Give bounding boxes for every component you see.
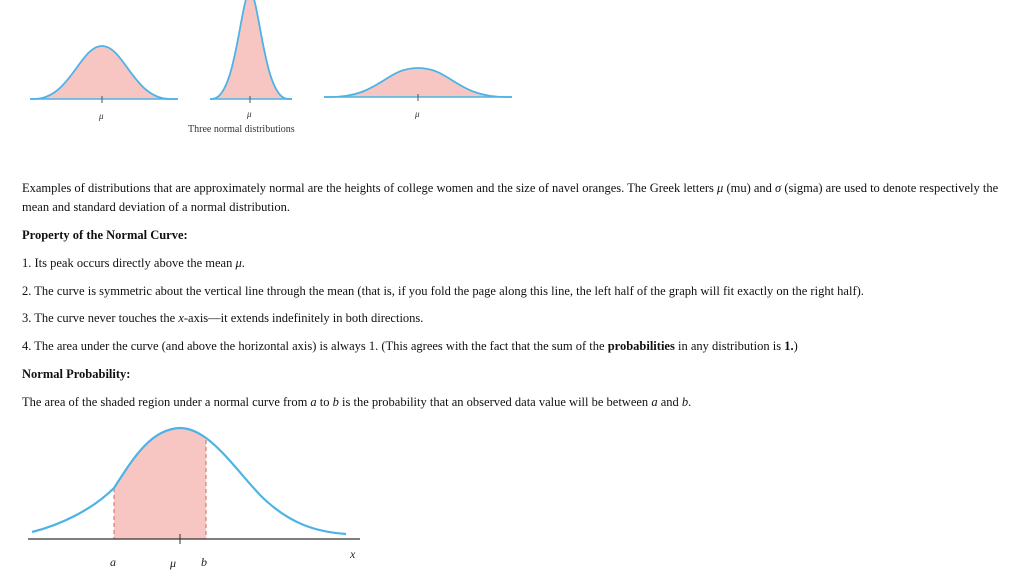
figure-caption: Three normal distributions [188, 124, 295, 135]
mu-label-2: μ [247, 109, 252, 119]
a-variable: a [310, 395, 317, 409]
x-label: x [350, 547, 356, 561]
intro-text-3: (sigma) are used to denote respectively the mean and standard deviation of a normal distribution. [22, 181, 999, 214]
intro-text-1: Examples of distributions that are approximately normal are the heights of college women and the size of navel oranges. The Greek letters [22, 181, 718, 195]
b-variable: b [681, 395, 689, 409]
normal-curve-3-fill [330, 68, 506, 97]
mu-label-1: μ [99, 111, 104, 121]
a-label: a [110, 555, 116, 569]
property-3-text-a: 3. The curve never touches the [22, 311, 179, 325]
property-4-text-a: 4. The area under the curve (and above the horizontal axis) is always 1. (This agrees with the fact that the sum of the [22, 339, 608, 353]
mu-symbol: μ [717, 181, 724, 195]
b-variable: b [332, 395, 339, 409]
normal-curve-2-fill [212, 0, 288, 99]
normal-curve-1-fill [34, 46, 170, 99]
property-item-1 [22, 254, 245, 273]
property-item-2: 2. The curve is symmetric about the vertical line through the mean (that is, if you fold the page along this line, the left half of the graph will fit exactly on the right half). [22, 284, 864, 298]
mu-label: μ [170, 556, 177, 570]
shaded-normal-curve-figure [0, 415, 380, 580]
property-4-text-b: in any distribution is [674, 339, 785, 353]
intro-text-2: (mu) and [723, 181, 776, 195]
property-item-3 [22, 309, 423, 328]
np-text-3: is the probability that an observed data value will be between [338, 395, 652, 409]
sigma-symbol: σ [775, 181, 782, 195]
np-text-4: and [657, 395, 682, 409]
np-text-2: to [316, 395, 333, 409]
property-item-4 [22, 337, 798, 356]
np-text-5: . [688, 395, 692, 409]
probabilities-bold: probabilities [607, 339, 675, 353]
property-4-text-c: ) [793, 339, 798, 353]
np-text-1: The area of the shaded region under a normal curve from [22, 395, 311, 409]
shaded-region [114, 428, 206, 539]
property-1-text: 1. Its peak occurs directly above the mean [22, 256, 236, 270]
normal-probability-text [22, 393, 691, 412]
property-heading: Property of the Normal Curve: [22, 228, 188, 242]
one-bold: 1. [784, 339, 794, 353]
mu-symbol: μ [235, 256, 242, 270]
b-label: b [201, 555, 207, 569]
property-3-text-b: -axis—it extends indefinitely in both directions. [183, 311, 424, 325]
mu-label-3: μ [415, 109, 420, 119]
intro-paragraph [22, 179, 1012, 217]
x-variable: x [178, 311, 184, 325]
three-normal-distributions-figure [0, 0, 540, 140]
a-variable: a [651, 395, 658, 409]
normal-probability-heading: Normal Probability: [22, 367, 131, 381]
property-1-end: . [241, 256, 245, 270]
